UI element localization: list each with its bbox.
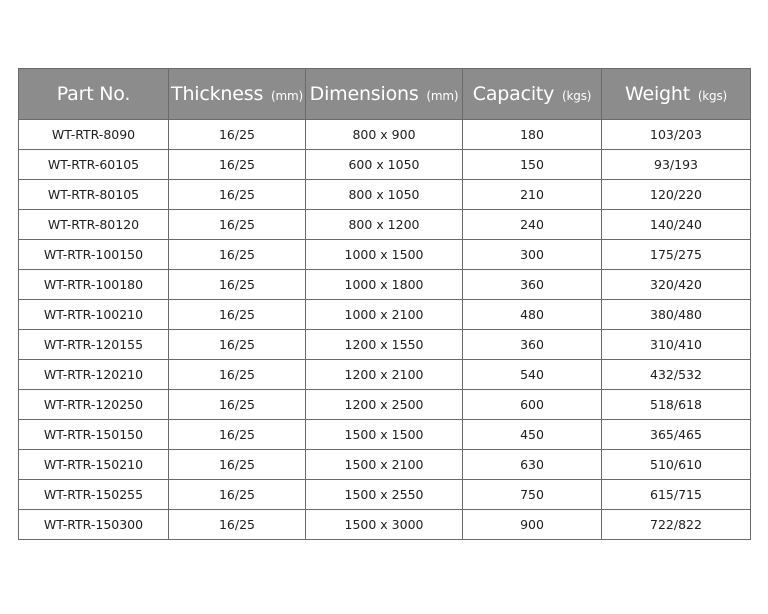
cell-thickness: 16/25: [169, 270, 306, 300]
cell-capacity: 360: [463, 270, 602, 300]
header-capacity: [463, 69, 602, 120]
cell-dimensions: 1000 x 2100: [306, 300, 463, 330]
cell-weight: 722/822: [602, 510, 751, 540]
header-thickness-unit: (mm): [271, 89, 303, 103]
header-weight: [602, 69, 751, 120]
cell-thickness: 16/25: [169, 240, 306, 270]
cell-part-no: WT-RTR-8090: [19, 120, 169, 150]
table-row: [19, 300, 751, 330]
cell-weight: 615/715: [602, 480, 751, 510]
cell-thickness: 16/25: [169, 510, 306, 540]
cell-part-no: WT-RTR-60105: [19, 150, 169, 180]
cell-part-no: WT-RTR-100150: [19, 240, 169, 270]
cell-dimensions: 800 x 1200: [306, 210, 463, 240]
cell-weight: 103/203: [602, 120, 751, 150]
header-capacity-unit: (kgs): [562, 89, 592, 103]
table-body: [19, 120, 751, 540]
cell-dimensions: 600 x 1050: [306, 150, 463, 180]
cell-capacity: 360: [463, 330, 602, 360]
table-row: [19, 180, 751, 210]
cell-capacity: 600: [463, 390, 602, 420]
cell-dimensions: 1200 x 2100: [306, 360, 463, 390]
cell-weight: 380/480: [602, 300, 751, 330]
header-weight-label: Weight: [624, 83, 690, 105]
header-part-no-label: Part No.: [56, 83, 131, 105]
cell-capacity: 630: [463, 450, 602, 480]
header-weight-unit: (kgs): [697, 89, 728, 103]
header-dimensions-label: Dimensions: [309, 83, 419, 105]
cell-thickness: 16/25: [169, 180, 306, 210]
table-row: [19, 240, 751, 270]
table-row: [19, 210, 751, 240]
table-row: [19, 360, 751, 390]
cell-thickness: 16/25: [169, 300, 306, 330]
cell-dimensions: 1500 x 1500: [306, 420, 463, 450]
cell-thickness: 16/25: [169, 360, 306, 390]
cell-capacity: 450: [463, 420, 602, 450]
cell-part-no: WT-RTR-100210: [19, 300, 169, 330]
cell-dimensions: 800 x 900: [306, 120, 463, 150]
cell-part-no: WT-RTR-80105: [19, 180, 169, 210]
cell-dimensions: 1500 x 3000: [306, 510, 463, 540]
cell-weight: 120/220: [602, 180, 751, 210]
cell-thickness: 16/25: [169, 150, 306, 180]
table-row: [19, 450, 751, 480]
table-row: [19, 330, 751, 360]
table-row: [19, 510, 751, 540]
cell-capacity: 180: [463, 120, 602, 150]
cell-dimensions: 1200 x 1550: [306, 330, 463, 360]
header-row: [19, 69, 751, 120]
cell-part-no: WT-RTR-80120: [19, 210, 169, 240]
cell-part-no: WT-RTR-150255: [19, 480, 169, 510]
cell-capacity: 900: [463, 510, 602, 540]
cell-part-no: WT-RTR-120250: [19, 390, 169, 420]
cell-part-no: WT-RTR-150150: [19, 420, 169, 450]
table-row: [19, 420, 751, 450]
cell-capacity: 480: [463, 300, 602, 330]
table-row: [19, 150, 751, 180]
header-part-no: [19, 69, 169, 120]
cell-dimensions: 1000 x 1500: [306, 240, 463, 270]
cell-thickness: 16/25: [169, 210, 306, 240]
cell-thickness: 16/25: [169, 420, 306, 450]
table-row: [19, 270, 751, 300]
cell-dimensions: 1200 x 2500: [306, 390, 463, 420]
cell-dimensions: 1500 x 2550: [306, 480, 463, 510]
cell-weight: 175/275: [602, 240, 751, 270]
cell-weight: 365/465: [602, 420, 751, 450]
cell-dimensions: 1500 x 2100: [306, 450, 463, 480]
header-capacity-label: Capacity: [472, 83, 555, 105]
cell-weight: 510/610: [602, 450, 751, 480]
cell-capacity: 750: [463, 480, 602, 510]
cell-thickness: 16/25: [169, 330, 306, 360]
cell-part-no: WT-RTR-100180: [19, 270, 169, 300]
cell-weight: 140/240: [602, 210, 751, 240]
header-dimensions: [306, 69, 463, 120]
cell-dimensions: 1000 x 1800: [306, 270, 463, 300]
cell-capacity: 300: [463, 240, 602, 270]
cell-weight: 432/532: [602, 360, 751, 390]
cell-part-no: WT-RTR-150210: [19, 450, 169, 480]
cell-thickness: 16/25: [169, 450, 306, 480]
header-thickness: [169, 69, 306, 120]
cell-capacity: 150: [463, 150, 602, 180]
cell-part-no: WT-RTR-120210: [19, 360, 169, 390]
cell-weight: 310/410: [602, 330, 751, 360]
cell-thickness: 16/25: [169, 120, 306, 150]
cell-thickness: 16/25: [169, 390, 306, 420]
header-dimensions-unit: (mm): [426, 89, 459, 103]
cell-weight: 93/193: [602, 150, 751, 180]
cell-part-no: WT-RTR-150300: [19, 510, 169, 540]
cell-capacity: 540: [463, 360, 602, 390]
cell-thickness: 16/25: [169, 480, 306, 510]
cell-weight: 320/420: [602, 270, 751, 300]
cell-dimensions: 800 x 1050: [306, 180, 463, 210]
spec-table: [18, 68, 751, 540]
cell-capacity: 240: [463, 210, 602, 240]
cell-part-no: WT-RTR-120155: [19, 330, 169, 360]
table-row: [19, 390, 751, 420]
cell-weight: 518/618: [602, 390, 751, 420]
table-header: [19, 69, 751, 120]
table-row: [19, 120, 751, 150]
header-thickness-label: Thickness: [171, 83, 264, 105]
cell-capacity: 210: [463, 180, 602, 210]
table-row: [19, 480, 751, 510]
